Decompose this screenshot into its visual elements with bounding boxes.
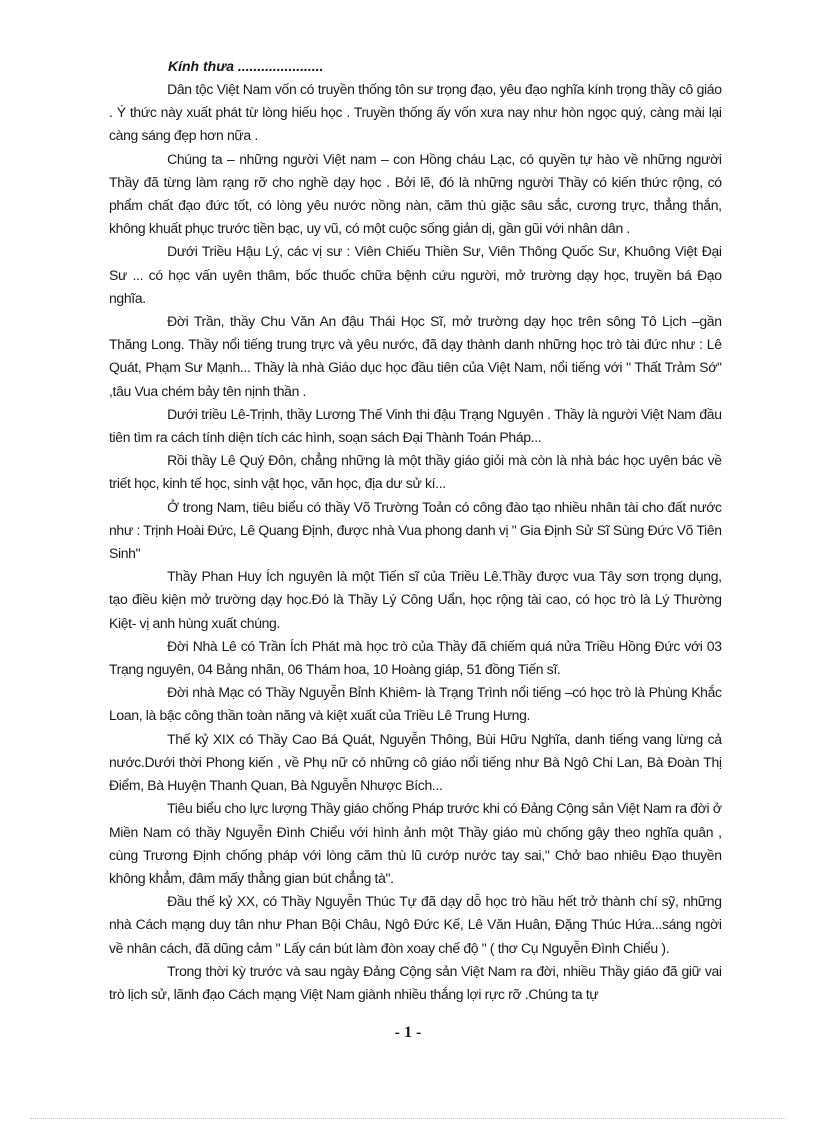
paragraph: Ở trong Nam, tiêu biểu có thầy Võ Trường Toản có công đào tạo nhiều nhân tài cho đất nước như : Trịnh Hoài Đức, Lê Quang Định, được nhà Vua phong danh vị " Gia Định Sử Sĩ Sùng Đức Võ Tiên Sinh" [109,499,722,563]
paragraph: Đời Nhà Lê có Trần Ích Phát mà học trò của Thầy đã chiếm quá nửa Triều Hồng Đức với 03 Trạng nguyên, 04 Bảng nhãn, 06 Thám hoa, 10 Hoàng giáp, 51 đồng Tiến sĩ. [109,638,722,679]
paragraph: Đời nhà Mạc có Thầy Nguyễn Bỉnh Khiêm- là Trạng Trình nổi tiếng –có học trò là Phùng Khắc Loan, là bậc công thần toàn năng và kiệt xuất của Triều Lê Trung Hưng. [109,685,722,725]
paragraph: Dưới triều Lê-Trịnh, thầy Lương Thế Vinh thi đậu Trạng Nguyên . Thầy là người Việt Nam đầu tiên tìm ra cách tính diện tích các hình, soạn sách Đại Thành Toán Pháp... [109,406,722,447]
document-body [109,56,731,1007]
paragraph: Dân tộc Việt Nam vốn có truyền thống tôn sư trọng đạo, yêu đạo nghĩa kính trọng thầy cô giáo . Ý thức này xuất phát từ lòng hiếu học . Truyền thống ấy vốn xưa nay như hòn ngọc quý, càng mài lại càng sáng đẹp hơn nữa . [109,82,722,145]
paragraph: Chúng ta – những người Việt nam – con Hồng cháu Lạc, có quyền tự hào về những người Thầy đã từng làm rạng rỡ cho nghề dạy học . Bởi lẽ, đó là những người Thầy có kiến thức rộng, có phẩm chất đạo đức tốt, có lòng yêu nước nồng nàn, căm thù giặc sâu sắc, cương trực, thẳng thắn, không khuất phục trước tiền bạc, uy vũ, có một cuộc sống giản dị, gần gũi với nhân dân . [109,151,722,238]
paragraph: Đầu thế kỷ XX, có Thầy Nguyễn Thúc Tự đã dạy dỗ học trò hầu hết trở thành chí sỹ, những nhà Cách mạng duy tân như Phan Bội Châu, Ngô Đức Kế, Lê Văn Huân, Đặng Thúc Hứa...sáng ngời về nhân cách, đã dũng cảm " Lấy cán bút làm đòn xoay chế độ " ( thơ Cụ Nguyễn Đình Chiểu ). [109,894,722,957]
paragraph: Rồi thầy Lê Quý Đôn, chẳng những là một thầy giáo giỏi mà còn là nhà bác học uyên bác về triết học, kinh tế học, sinh vật học, văn học, địa dư sử kí... [109,453,722,493]
paragraph: Đời Trần, thầy Chu Văn An đậu Thái Học Sĩ, mở trường dạy học trên sông Tô Lịch –gần Thăng Long. Thầy nổi tiếng trung trực và yêu nước, đã dạy thành danh những học trò tài đức như : Lê Quát, Phạm Sư Mạnh... Thầy là nhà Giáo dục học đầu tiên của Việt Nam, nổi tiếng với " Thất Trảm Sớ" ,tâu Vua chém bảy tên nịnh thần . [109,314,722,400]
paragraph: Tiêu biểu cho lực lượng Thầy giáo chống Pháp trước khi có Đảng Cộng sản Việt Nam ra đời ở Miền Nam có thầy Nguyễn Đình Chiểu với hình ảnh một Thầy giáo mù chống gậy theo nghĩa quân , cùng Trương Định chống pháp với lòng căm thù lũ cướp nước tay sai," Chở bao nhiêu Đạo thuyền không khẳm, đâm mấy thằng gian bút chẳng tà". [109,801,722,887]
page-number: - 1 - [394,1024,422,1041]
paragraph: Trong thời kỳ trước và sau ngày Đảng Cộng sản Việt Nam ra đời, nhiều Thầy giáo đã giữ vai trò lịch sử, lãnh đạo Cách mạng Việt Nam giành nhiều thắng lợi rực rỡ .Chúng ta tự [109,963,722,1003]
paragraph: Thế kỷ XIX có Thầy Cao Bá Quát, Nguyễn Thông, Bùi Hữu Nghĩa, danh tiếng vang lừng cả nước.Dưới thời Phong kiến , về Phụ nữ có những cô giáo nổi tiếng như Bà Ngô Chi Lan, Bà Đoàn Thị Điểm, Bà Huyện Thanh Quan, Bà Nguyễn Nhược Bích... [109,731,722,795]
paragraph: Dưới Triều Hậu Lý, các vị sư : Viên Chiếu Thiền Sư, Viên Thông Quốc Sư, Khuông Việt Đại Sư ... có học vấn uyên thâm, bốc thuốc chữa bệnh cứu người, mở trường dạy học, truyền bá Đạo nghĩa. [109,244,722,307]
paragraph: Thầy Phan Huy Ích nguyên là một Tiến sĩ của Triều Lê.Thầy được vua Tây sơn trọng dụng, tạo điều kiện mở trường dạy học.Đó là Thầy Lý Công Uẩn, học rộng tài cao, có học trò là Lý Thường Kiệt- vị anh hùng xuất chúng. [109,569,722,632]
footer-divider [30,1118,786,1119]
greeting: Kính thưa ...................... [168,58,324,74]
